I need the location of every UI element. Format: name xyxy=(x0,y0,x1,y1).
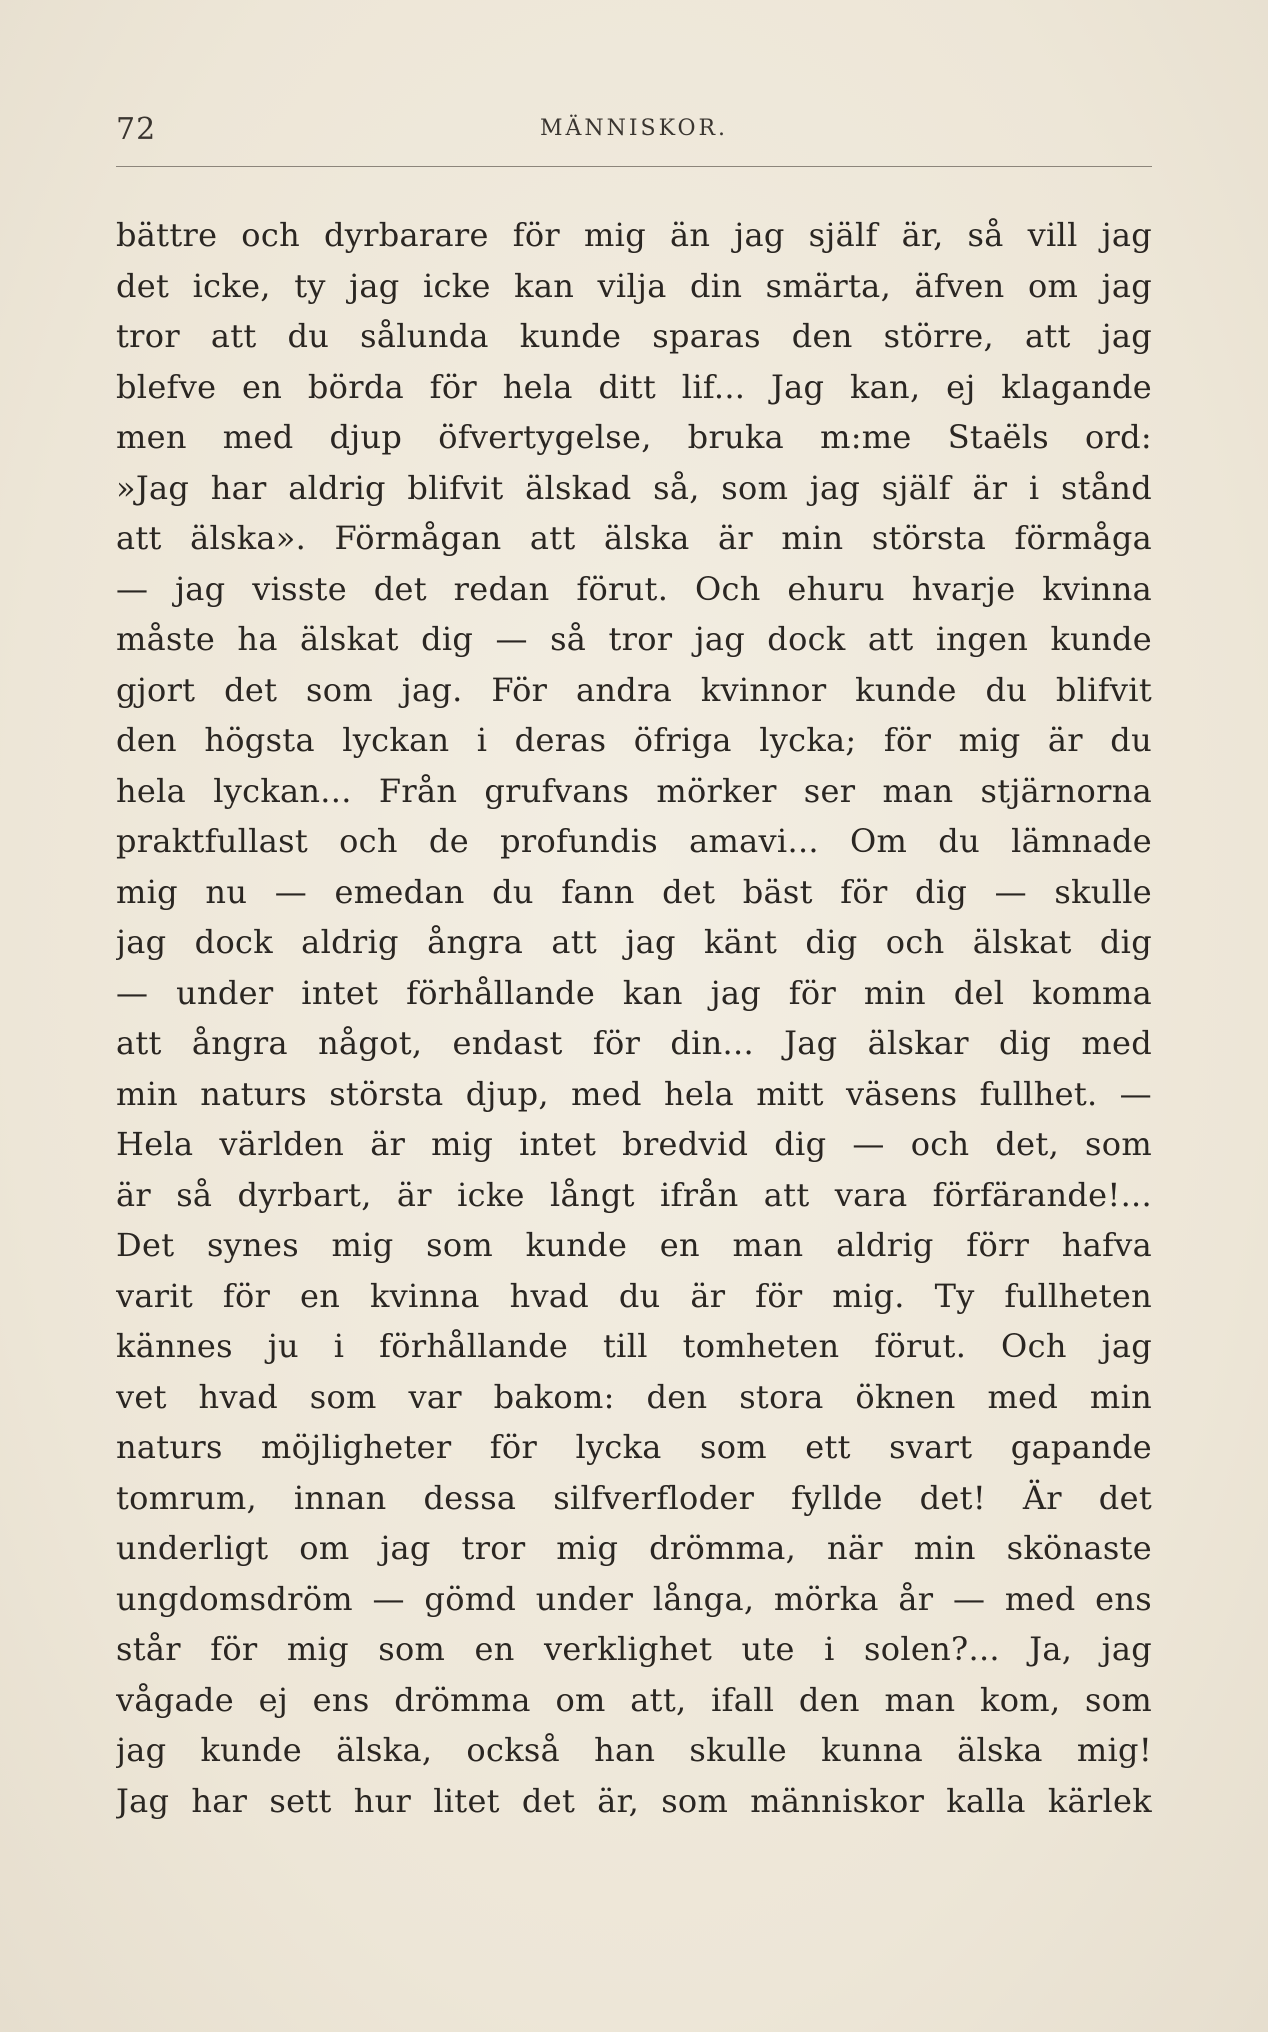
text-line: att älska». Förmågan att älska är min största förmåga xyxy=(116,519,1152,557)
body-text xyxy=(116,210,1152,1826)
text-line: underligt om jag tror mig drömma, när min skönaste xyxy=(116,1529,1152,1567)
text-line: praktfullast och de profundis amavi... Om du lämnade xyxy=(116,822,1152,860)
text-line: bättre och dyrbarare för mig än jag själf är, så vill jag xyxy=(116,216,1152,254)
text-line: tror att du sålunda kunde sparas den större, att jag xyxy=(116,317,1152,355)
text-line: blefve en börda för hela ditt lif... Jag kan, ej klagande xyxy=(116,367,1152,406)
text-line: Det synes mig som kunde en man aldrig förr hafva xyxy=(116,1226,1152,1264)
text-line: varit för en kvinna hvad du är för mig. Ty fullheten xyxy=(116,1276,1152,1315)
text-line: måste ha älskat dig — så tror jag dock att ingen kunde xyxy=(116,620,1152,658)
text-line: Jag har sett hur litet det är, som människor kalla kärlek xyxy=(116,1781,1152,1820)
text-line: vågade ej ens drömma om att, ifall den man kom, som xyxy=(116,1680,1152,1719)
text-line: men med djup öfvertygelse, bruka m:me Staëls ord: xyxy=(116,418,1152,456)
text-line: det icke, ty jag icke kan vilja din smärta, äfven om jag xyxy=(116,266,1152,305)
running-head: MÄNNISKOR. xyxy=(539,116,729,141)
page-header xyxy=(116,112,1152,152)
text-line: gjort det som jag. För andra kvinnor kunde du blifvit xyxy=(116,670,1152,709)
text-line: — jag visste det redan förut. Och ehuru hvarje kvinna xyxy=(116,569,1152,608)
text-line: den högsta lyckan i deras öfriga lycka; för mig är du xyxy=(116,721,1152,759)
text-line: jag dock aldrig ångra att jag känt dig och älskat dig xyxy=(116,923,1152,961)
text-line: min naturs största djup, med hela mitt väsens fullhet. — xyxy=(116,1074,1152,1113)
text-line: — under intet förhållande kan jag för min del komma xyxy=(116,973,1152,1012)
text-line: jag kunde älska, också han skulle kunna älska mig! xyxy=(116,1731,1152,1769)
text-line: tomrum, innan dessa silfverfloder fyllde det! Är det xyxy=(116,1478,1152,1517)
text-line: »Jag har aldrig blifvit älskad så, som jag själf är i stånd xyxy=(116,468,1152,507)
text-line: att ångra något, endast för din... Jag älskar dig med xyxy=(116,1024,1152,1062)
text-line: är så dyrbart, är icke långt ifrån att vara förfärande!... xyxy=(116,1175,1152,1214)
text-line: står för mig som en verklighet ute i solen?... Ja, jag xyxy=(116,1630,1152,1668)
text-line: kännes ju i förhållande till tomheten förut. Och jag xyxy=(116,1327,1152,1365)
text-line: vet hvad som var bakom: den stora öknen med min xyxy=(116,1377,1152,1416)
text-line: hela lyckan... Från grufvans mörker ser man stjärnorna xyxy=(116,771,1152,810)
text-line: Hela världen är mig intet bredvid dig — och det, som xyxy=(116,1125,1152,1163)
text-line: mig nu — emedan du fann det bäst för dig — skulle xyxy=(116,872,1152,911)
page-number: 72 xyxy=(116,112,157,147)
text-line: ungdomsdröm — gömd under långa, mörka år — med ens xyxy=(116,1579,1152,1618)
text-line: naturs möjligheter för lycka som ett svart gapande xyxy=(116,1428,1152,1466)
header-rule xyxy=(116,166,1152,167)
